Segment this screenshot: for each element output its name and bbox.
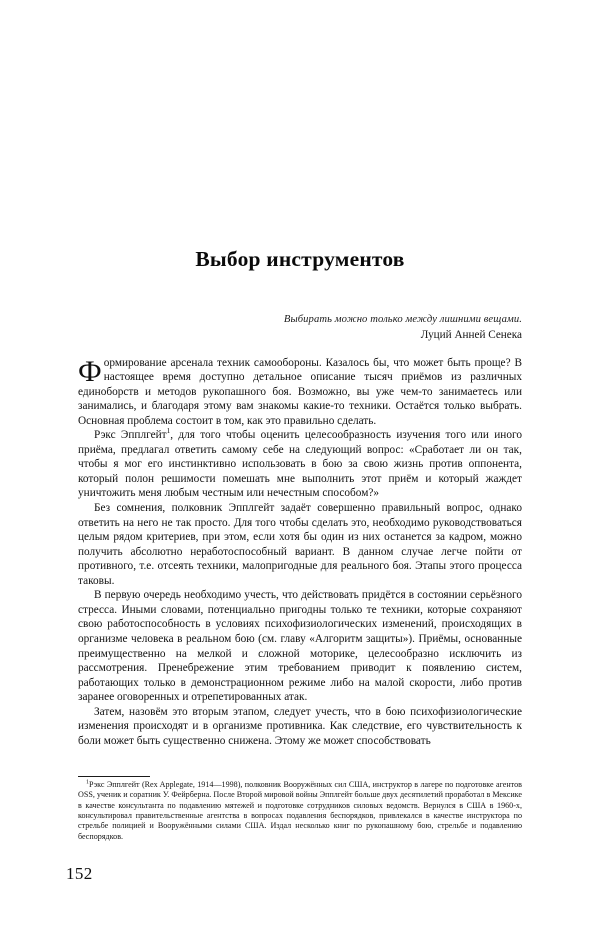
footnote-reference-marker[interactable]: 1 [166, 426, 171, 436]
epigraph-quote: Выбирать можно только между лишними вещами. [283, 314, 522, 325]
footnote-1-text: Рэкс Эпплгейт (Rex Applegate, 1914—1998), полковник Вооружённых сил США, инструктор в лагере по подготовке агентов OSS, ученик и соратник У. Фейрберна. После Второй мировой войны Эпплгейт больше двух десятилетий проработал в Мексике в качестве консультанта по подавлению мятежей и подготовке сотрудников силовых ведомств. Вернулся в США в 1960-х, консультировал правительственные агентства в вопросах подавления беспорядков, привлекался в качестве инструктора по стрельбе полицией и Вооружёнными силами США. Издал несколько книг по рукопашному бою, стрельбе и подавлению беспорядков. [78, 780, 522, 841]
footnote-separator-rule [78, 776, 150, 777]
paragraph-2 [78, 428, 522, 501]
epigraph-author: Луций Анней Сенека [420, 328, 522, 341]
paragraph-1 [78, 356, 522, 429]
paragraph-2-text-before-footnote: Рэкс Эпплгейт [94, 429, 167, 442]
footnote-marker: 1 [86, 779, 89, 786]
paragraph-4: В первую очередь необходимо учесть, что действовать придётся в состоянии серьёзного стресса. Иными словами, потенциально пригодны только те техники, которые сохраняют свою работоспособность в условиях психофизиологических изменений, происходящих в организме человека в реальном бою (см. главу «Алгоритм защиты»). Приёмы, основанные преимущественно на мелкой и сложной моторике, целесообразно исключить из рассмотрения. Пренебрежение этим требованием приводит к появлению систем, работающих только в демонстрационном режиме либо на малой скорости, либо против заранее оговоренных и отрепетированных атак. [78, 589, 522, 704]
footnote-block [78, 776, 522, 842]
body-text [78, 356, 522, 749]
paragraph-3: Без сомнения, полковник Эпплгейт задаёт совершенно правильный вопрос, однако ответить на него не так просто. Для того чтобы сделать это, необходимо руководствоваться целым рядом критериев, при этом, если хотя бы один из них останется за кадром, можно получить абсолютно неработоспособный вариант. В данном случае легче пойти от противного, т.е. отсеять техники, малопригодные для реального боя. Этапы этого процесса таковы. [78, 502, 522, 587]
paragraph-1-text: ормирование арсенала техник самообороны. Казалось бы, что может быть проще? В настоящее время доступно детальное описание тысяч приёмов из различных единоборств и методов рукопашного боя. Возможно, вы уже чем-то занимаетесь или занимались, и благодаря этому вам знакомы какие-то техники. Остаётся только выбрать. Основная проблема состоит в том, как это правильно сделать. [78, 356, 522, 427]
page-title: Выбор инструментов [195, 247, 405, 271]
paragraph-5: Затем, назовём это вторым этапом, следует учесть, что в бою психофизиологические изменения происходят и в организме противника. Как следствие, его чувствительность к боли может быть существенно снижена. Этому же может способствовать [78, 705, 522, 747]
footnote-1 [78, 780, 522, 842]
drop-cap: Ф [78, 354, 102, 388]
epigraph [78, 313, 522, 344]
page-number: 152 [66, 864, 93, 883]
page-content [78, 0, 522, 748]
paragraph-2-text-after-footnote: , для того чтобы оценить целесообразность изучения того или иного приёма, предлагал ответить самому себе на следующий вопрос: «Сработает ли он так, чтобы я мог его инстинктивно использовать в бою за свою жизнь против оппонента, который полон решимости помешать мне выполнить этот приём и который жаждет уничтожить меня любым честным или нечестным способом?» [78, 429, 522, 500]
